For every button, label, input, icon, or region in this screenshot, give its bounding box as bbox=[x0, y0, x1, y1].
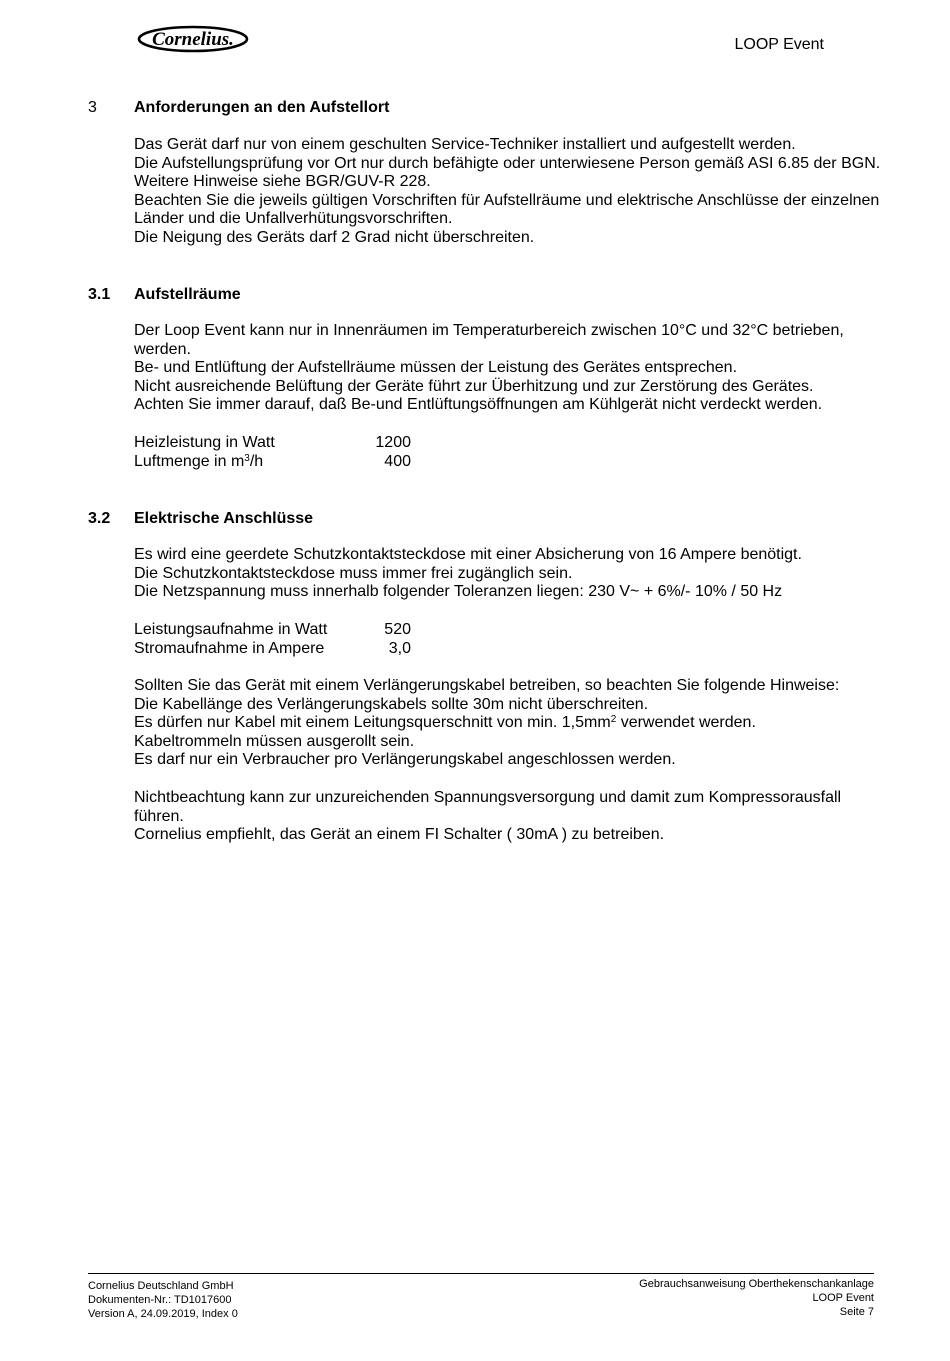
text-line: werden. bbox=[134, 340, 191, 358]
header-title: LOOP Event bbox=[734, 36, 824, 53]
text-line: Der Loop Event kann nur in Innenräumen im Temperaturbereich zwischen 10°C und 32°C betrieben, bbox=[134, 322, 844, 339]
svg-text:Cornelius.: Cornelius. bbox=[152, 29, 234, 50]
spec-value: 520 bbox=[384, 621, 411, 638]
section-3-1-number: 3.1 bbox=[88, 286, 111, 303]
section-3-2-number: 3.2 bbox=[88, 510, 111, 527]
section-3-body bbox=[134, 136, 914, 248]
text-line: Achten Sie immer darauf, daß Be-und Entlüftungsöffnungen am Kühlgerät nicht verdeckt werden. bbox=[134, 396, 823, 414]
text-line: Es wird eine geerdete Schutzkontaktsteckdose mit einer Absicherung von 16 Ampere benötigt. bbox=[134, 546, 802, 563]
footer-manual-title: Gebrauchsanweisung Oberthekenschankanlage bbox=[639, 1278, 874, 1290]
spec-label: Heizleistung in Watt bbox=[134, 434, 275, 451]
text-line: Die Schutzkontaktsteckdose muss immer frei zugänglich sein. bbox=[134, 564, 573, 582]
section-3-1-title: Aufstellräume bbox=[134, 286, 241, 303]
text-line: Weitere Hinweise siehe BGR/GUV-R 228. bbox=[134, 173, 431, 191]
spec-label: Leistungsaufnahme in Watt bbox=[134, 621, 328, 638]
footer-divider bbox=[88, 1273, 874, 1274]
text-line: Es dürfen nur Kabel mit einem Leitungsquerschnitt von min. $1,5mm^2$ verwendet werden. bbox=[134, 714, 756, 732]
text-line: Die Kabellänge des Verlängerungskabels sollte 30m nicht überschreiten. bbox=[134, 695, 649, 713]
spec-row-heat bbox=[134, 434, 424, 453]
text-line: führen. bbox=[134, 807, 184, 825]
section-3-2-title: Elektrische Anschlüsse bbox=[134, 510, 314, 527]
section-3-number: 3 bbox=[88, 99, 97, 116]
footer-doc-number: Dokumenten-Nr.: TD1017600 bbox=[88, 1294, 232, 1306]
section-3-1-body bbox=[134, 322, 914, 415]
section-3-2-closing bbox=[134, 789, 914, 845]
spec-value: 3,0 bbox=[388, 639, 411, 657]
footer-version: Version A, 24.09.2019, Index 0 bbox=[88, 1308, 238, 1320]
spec-value: 1200 bbox=[375, 434, 411, 451]
text-line: Nichtbeachtung kann zur unzureichenden Spannungsversorgung und damit zum Kompressorausfall bbox=[134, 789, 842, 806]
text-line: Die Netzspannung muss innerhalb folgender Toleranzen liegen: 230 V~ + 6%/- 10% / 50 Hz bbox=[134, 583, 783, 601]
extension-cable-notes bbox=[134, 677, 914, 770]
text-line: Nicht ausreichende Belüftung der Geräte führt zur Überhitzung und zur Zerstörung des Gerätes. bbox=[134, 377, 814, 395]
spec-row-power bbox=[134, 621, 424, 640]
spec-label: Luftmenge in $m^3/h$ bbox=[134, 452, 264, 470]
cornelius-logo bbox=[136, 22, 250, 56]
text-line: Kabeltrommeln müssen ausgerollt sein. bbox=[134, 732, 415, 750]
footer-document-info bbox=[639, 1277, 874, 1319]
text-line: Die Aufstellungsprüfung vor Ort nur durch befähigte oder unterwiesene Person gemäß ASI 6.85 der BGN. bbox=[134, 154, 881, 172]
spec-label: Stromaufnahme in Ampere bbox=[134, 639, 325, 657]
footer-company: Cornelius Deutschland GmbH bbox=[88, 1280, 234, 1292]
electrical-specs bbox=[134, 621, 424, 658]
section-3-2-body bbox=[134, 546, 914, 602]
text-line: Cornelius empfiehlt, das Gerät an einem FI Schalter ( 30mA ) zu betreiben. bbox=[134, 826, 665, 844]
text-line: Es darf nur ein Verbraucher pro Verlängerungskabel angeschlossen werden. bbox=[134, 751, 676, 769]
text-line: Be- und Entlüftung der Aufstellräume müssen der Leistung des Gerätes entsprechen. bbox=[134, 359, 738, 377]
text-line: Beachten Sie die jeweils gültigen Vorschriften für Aufstellräume und elektrische Anschlüsse der einzelnen bbox=[134, 191, 880, 209]
text-line: Länder und die Unfallverhütungsvorschriften. bbox=[134, 210, 453, 228]
footer-company-info bbox=[88, 1279, 238, 1321]
ventilation-specs bbox=[134, 434, 424, 471]
spec-row-airflow bbox=[134, 453, 424, 472]
text-line: Das Gerät darf nur von einem geschulten Service-Techniker installiert und aufgestellt werden. bbox=[134, 136, 796, 153]
text-line: Sollten Sie das Gerät mit einem Verlängerungskabel betreiben, so beachten Sie folgende Hinweise: bbox=[134, 677, 840, 694]
footer-product: LOOP Event bbox=[812, 1292, 874, 1304]
spec-value: 400 bbox=[384, 452, 411, 470]
section-3-title: Anforderungen an den Aufstellort bbox=[134, 99, 390, 116]
footer-page-number: Seite 7 bbox=[839, 1306, 874, 1318]
text-line: Die Neigung des Geräts darf 2 Grad nicht überschreiten. bbox=[134, 228, 535, 246]
spec-row-current bbox=[134, 640, 424, 659]
